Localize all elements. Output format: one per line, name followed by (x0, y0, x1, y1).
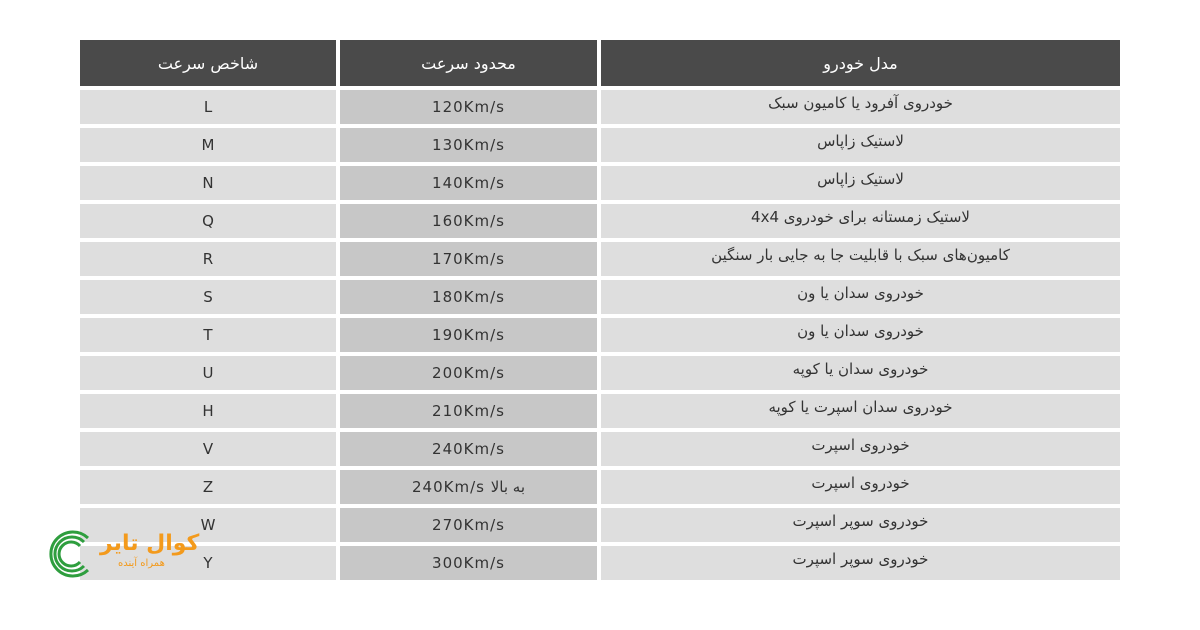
speed-limit-cell: 300Km/s (340, 546, 597, 580)
speed-limit-cell: 170Km/s (340, 242, 597, 276)
table-row (80, 318, 1120, 352)
speed-index-cell: Z (80, 470, 336, 504)
header-vehicle-model: مدل خودرو (601, 40, 1120, 86)
vehicle-model-cell: لاستیک زاپاس (601, 128, 1120, 162)
vehicle-model-cell: خودروی سوپر اسپرت (601, 508, 1120, 542)
table-header-row (80, 40, 1120, 86)
brand-logo (44, 528, 200, 578)
table-row (80, 90, 1120, 124)
speed-index-cell: N (80, 166, 336, 200)
table-row (80, 394, 1120, 428)
vehicle-model-cell: خودروی سوپر اسپرت (601, 546, 1120, 580)
table-row (80, 280, 1120, 314)
speed-index-cell: R (80, 242, 336, 276)
header-speed-limit: محدود سرعت (340, 40, 597, 86)
speed-limit-cell: 160Km/s (340, 204, 597, 238)
vehicle-model-cell: لاستیک زمستانه برای خودروی 4x4 (601, 204, 1120, 238)
speed-limit-cell: 130Km/s (340, 128, 597, 162)
speed-limit-cell: 210Km/s (340, 394, 597, 428)
speed-limit-cell: 240Km/s (340, 432, 597, 466)
speed-index-cell: U (80, 356, 336, 390)
table-row (80, 470, 1120, 504)
speed-limit-cell: 200Km/s (340, 356, 597, 390)
table-row (80, 546, 1120, 580)
speed-limit-cell: 190Km/s (340, 318, 597, 352)
table-row (80, 508, 1120, 542)
vehicle-model-cell: خودروی اسپرت (601, 470, 1120, 504)
speed-limit-cell: 240Km/s به بالا (340, 470, 597, 504)
table-body (80, 90, 1120, 580)
speed-limit-cell: 180Km/s (340, 280, 597, 314)
speed-index-cell: S (80, 280, 336, 314)
vehicle-model-cell: خودروی آفرود یا کامیون سبک (601, 90, 1120, 124)
header-speed-index: شاخص سرعت (80, 40, 336, 86)
speed-index-cell: T (80, 318, 336, 352)
tire-ring-icon (44, 528, 96, 580)
speed-index-cell: H (80, 394, 336, 428)
vehicle-model-cell: خودروی سدان یا ون (601, 280, 1120, 314)
speed-index-cell: W (80, 508, 336, 542)
speed-index-cell: Q (80, 204, 336, 238)
table-row (80, 166, 1120, 200)
table-row (80, 356, 1120, 390)
speed-limit-cell: 140Km/s (340, 166, 597, 200)
speed-index-cell: L (80, 90, 336, 124)
vehicle-model-cell: خودروی سدان اسپرت یا کوپه (601, 394, 1120, 428)
vehicle-model-cell: لاستیک زاپاس (601, 166, 1120, 200)
brand-tagline: همراه آینده (118, 558, 165, 569)
speed-limit-cell: 270Km/s (340, 508, 597, 542)
speed-index-cell: M (80, 128, 336, 162)
vehicle-model-cell: خودروی اسپرت (601, 432, 1120, 466)
brand-name: کوال تایر (100, 531, 200, 556)
table-row (80, 204, 1120, 238)
vehicle-model-cell: خودروی سدان یا ون (601, 318, 1120, 352)
speed-index-cell: Y (80, 546, 336, 580)
table-row (80, 128, 1120, 162)
speed-limit-cell: 120Km/s (340, 90, 597, 124)
speed-rating-table (80, 40, 1120, 584)
speed-index-cell: V (80, 432, 336, 466)
vehicle-model-cell: خودروی سدان یا کوپه (601, 356, 1120, 390)
table-row (80, 432, 1120, 466)
table-row (80, 242, 1120, 276)
vehicle-model-cell: کامیون‌های سبک با قابلیت جا به جایی بار سنگین (601, 242, 1120, 276)
